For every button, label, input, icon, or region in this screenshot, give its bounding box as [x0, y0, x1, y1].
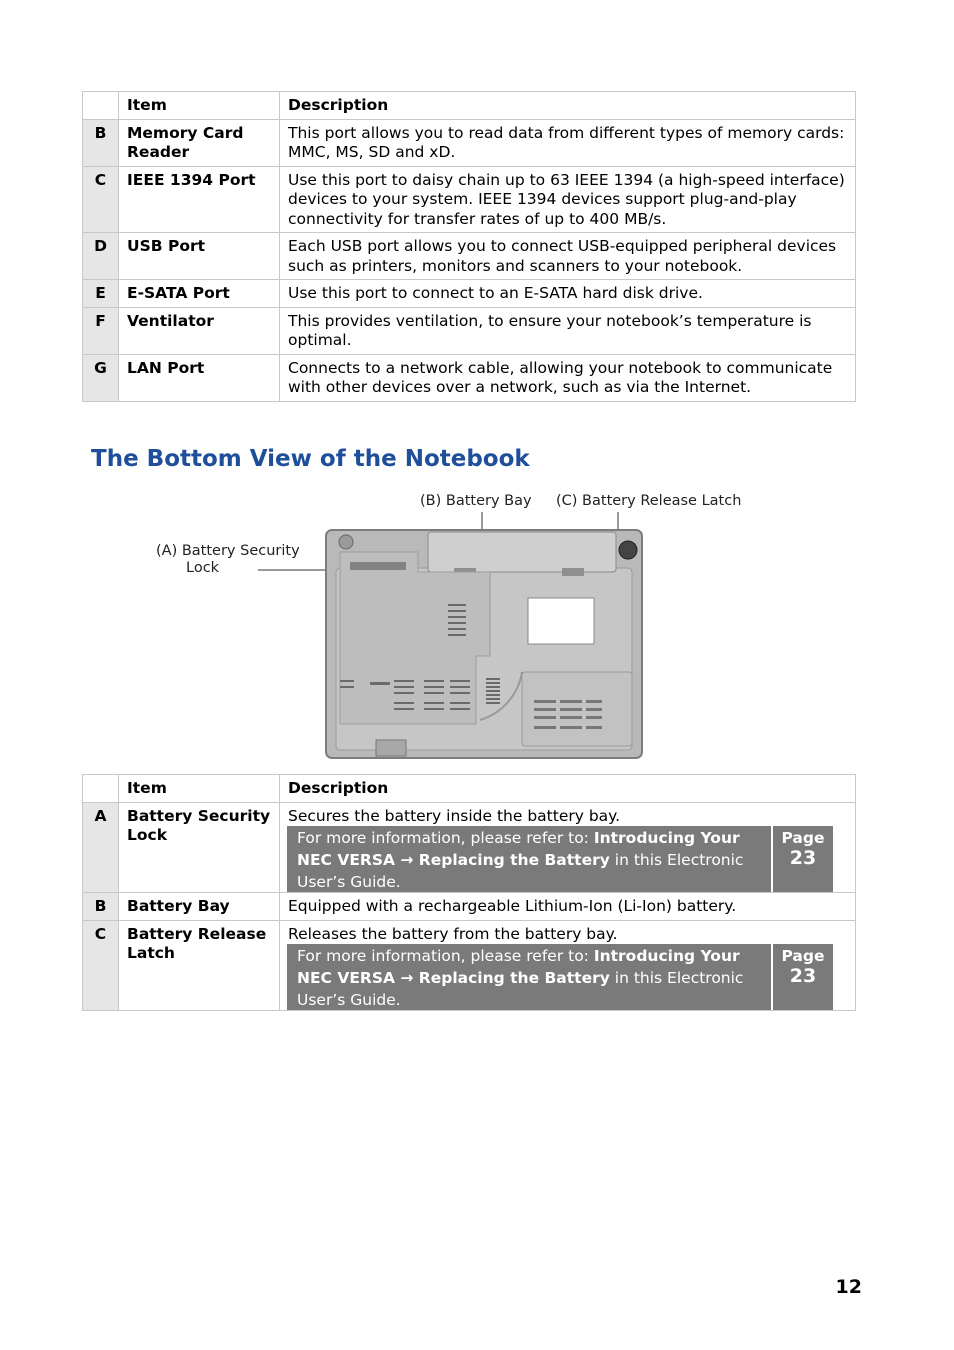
row-description: Equipped with a rechargeable Lithium-Ion (Li-Ion) battery. [280, 893, 856, 921]
row-item: Battery Bay [119, 893, 280, 921]
row-key: A [83, 802, 119, 893]
table-header-row [83, 775, 856, 803]
table-header-key [83, 775, 119, 803]
table-row [83, 893, 856, 921]
notebook-bottom-figure [150, 488, 770, 763]
table-row [83, 354, 856, 401]
table-row [83, 119, 856, 166]
row-description: This port allows you to read data from different types of memory cards: MMC, MS, SD and xD. [280, 119, 856, 166]
row-item: USB Port [119, 233, 280, 280]
row-key: G [83, 354, 119, 401]
page-reference-button[interactable] [773, 826, 833, 892]
note-link-introducing[interactable]: Introducing Your NEC VERSA [297, 829, 740, 869]
row-description: This provides ventilation, to ensure your notebook’s temperature is optimal. [280, 307, 856, 354]
row-key: E [83, 280, 119, 308]
row-item: Memory Card Reader [119, 119, 280, 166]
reference-note-text [287, 826, 771, 892]
callout-battery-security-lock-line2: Lock [186, 560, 220, 576]
page-number: 12 [835, 1276, 862, 1298]
page-label: Page [781, 829, 825, 847]
note-link-replacing-battery[interactable]: Replacing the Battery [418, 969, 610, 987]
table-row [83, 802, 856, 893]
table-header-row [83, 92, 856, 120]
table-row [83, 307, 856, 354]
note-arrow: → [395, 969, 419, 987]
table-row [83, 280, 856, 308]
row-description-cell [280, 920, 856, 1011]
note-link-replacing-battery[interactable]: Replacing the Battery [418, 851, 610, 869]
row-description: Releases the battery from the battery bay. [288, 924, 618, 943]
reference-note [287, 944, 855, 1010]
table-header-description: Description [280, 92, 856, 120]
reference-note-text [287, 944, 771, 1010]
section-heading: The Bottom View of the Notebook [91, 446, 530, 472]
note-suffix: in this Electronic User’s Guide. [297, 851, 744, 891]
row-item: IEEE 1394 Port [119, 166, 280, 233]
row-item: Battery Security Lock [119, 802, 280, 893]
table-header-description: Description [280, 775, 856, 803]
callout-battery-release-latch: (C) Battery Release Latch [556, 493, 742, 509]
page-number-ref: 23 [789, 847, 817, 869]
row-key: C [83, 166, 119, 233]
row-item: E-SATA Port [119, 280, 280, 308]
row-item: LAN Port [119, 354, 280, 401]
reference-note [287, 826, 855, 892]
row-key: B [83, 119, 119, 166]
row-item: Ventilator [119, 307, 280, 354]
table-row [83, 920, 856, 1011]
callout-battery-bay: (B) Battery Bay [420, 493, 532, 509]
note-prefix: For more information, please refer to: [297, 947, 594, 965]
row-key: B [83, 893, 119, 921]
row-description: Secures the battery inside the battery bay. [288, 806, 621, 825]
row-description: Use this port to daisy chain up to 63 IEEE 1394 (a high-speed interface) devices to your system. IEEE 1394 devices support plug-and-play connectivity for transfer rates of up to 400 MB/s. [280, 166, 856, 233]
note-suffix: in this Electronic User’s Guide. [297, 969, 744, 1009]
table-header-item: Item [119, 92, 280, 120]
table-header-key [83, 92, 119, 120]
table-row [83, 233, 856, 280]
ports-table [82, 91, 856, 402]
row-key: F [83, 307, 119, 354]
note-link-introducing[interactable]: Introducing Your NEC VERSA [297, 947, 740, 987]
row-description-cell [280, 802, 856, 893]
notebook-bottom-illustration [150, 488, 770, 763]
page-reference-button[interactable] [773, 944, 833, 1010]
page-label: Page [781, 947, 825, 965]
bottom-view-table [82, 774, 856, 1011]
row-item: Battery Release Latch [119, 920, 280, 1011]
page-number-ref: 23 [789, 965, 817, 987]
table-row [83, 166, 856, 233]
row-key: D [83, 233, 119, 280]
row-description: Each USB port allows you to connect USB-equipped peripheral devices such as printers, monitors and scanners to your notebook. [280, 233, 856, 280]
row-key: C [83, 920, 119, 1011]
row-description: Connects to a network cable, allowing your notebook to communicate with other devices over a network, such as via the Internet. [280, 354, 856, 401]
callout-battery-security-lock: (A) Battery Security [156, 543, 300, 559]
table-header-item: Item [119, 775, 280, 803]
row-description: Use this port to connect to an E-SATA hard disk drive. [280, 280, 856, 308]
note-arrow: → [395, 851, 419, 869]
note-prefix: For more information, please refer to: [297, 829, 594, 847]
